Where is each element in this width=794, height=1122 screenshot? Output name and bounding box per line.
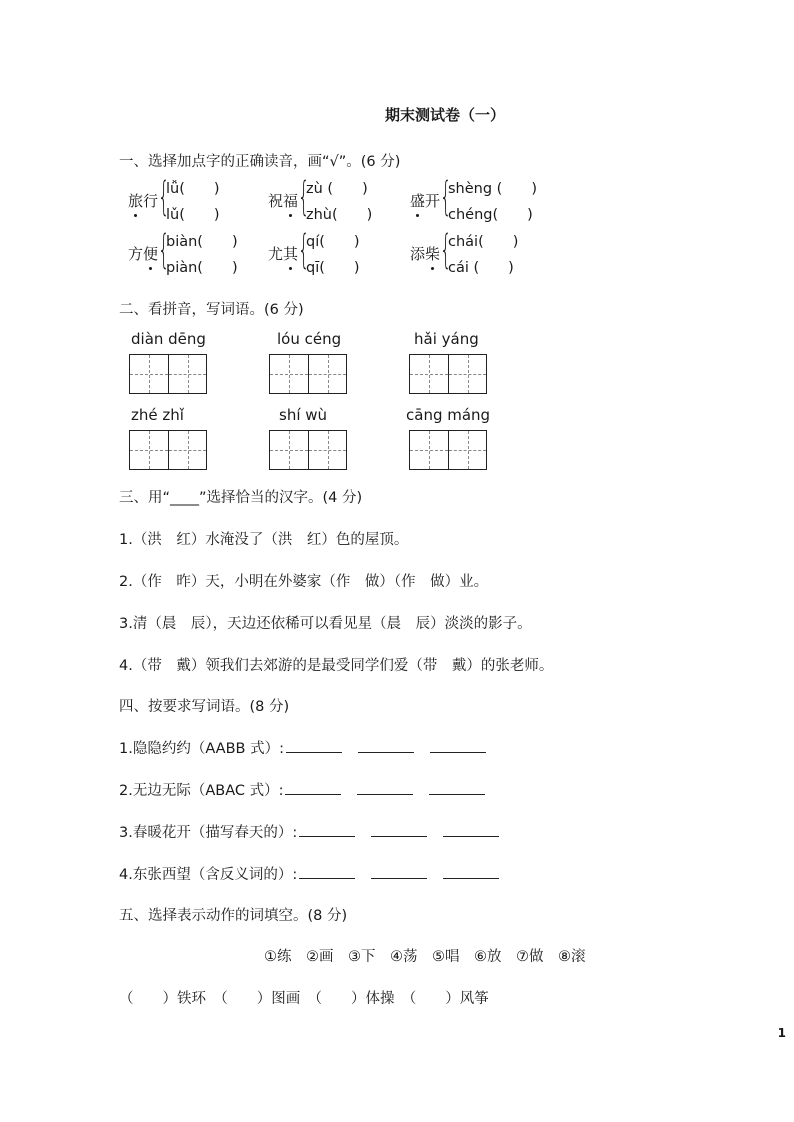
- question-text: 4.东张西望（含反义词的）:: [119, 867, 298, 883]
- pinyin-option: zù ( ): [306, 181, 368, 197]
- question-line: [119, 863, 499, 884]
- question-text: 3.春暖花开（描写春天的）:: [119, 825, 298, 841]
- pinyin-option: lǚ( ): [166, 181, 220, 197]
- dotted-char: 便: [143, 245, 159, 263]
- writing-grid[interactable]: [409, 354, 487, 394]
- pinyin-option: chái( ): [448, 234, 519, 250]
- answer-blank[interactable]: [443, 824, 499, 837]
- page-number: 1: [777, 1026, 786, 1040]
- writing-cell[interactable]: [130, 431, 168, 469]
- pinyin-option: shèng ( ): [448, 181, 537, 197]
- answer-blank[interactable]: [371, 866, 427, 879]
- brace: {: [298, 227, 310, 273]
- question-line: 2.（作 昨）天，小明在外婆家（作 做）（作 做）业。: [119, 574, 489, 590]
- section-2-heading: 二、看拼音，写词语。(6 分): [119, 302, 304, 318]
- answer-blank[interactable]: [285, 782, 341, 795]
- answer-blank[interactable]: [357, 782, 413, 795]
- writing-cell[interactable]: [130, 355, 168, 393]
- pinyin-option: qī( ): [306, 260, 360, 276]
- brace: {: [158, 227, 170, 273]
- plain-char: 开: [425, 192, 441, 210]
- answer-blank[interactable]: [430, 740, 486, 753]
- pinyin-prompt: hǎi yáng: [414, 330, 479, 348]
- dotted-char: 盛: [410, 192, 426, 210]
- question-text: 1.隐隐约约（AABB 式）:: [119, 741, 284, 757]
- question-line: [119, 821, 499, 842]
- writing-cell[interactable]: [168, 431, 206, 469]
- writing-cell[interactable]: [448, 355, 486, 393]
- writing-cell[interactable]: [308, 431, 346, 469]
- question-line: [119, 779, 485, 800]
- fill-in-line: （ ）铁环 （ ）图画 （ ）体操 （ ）风筝: [119, 991, 489, 1007]
- writing-grid[interactable]: [129, 430, 207, 470]
- brace: {: [298, 174, 310, 220]
- writing-cell[interactable]: [448, 431, 486, 469]
- answer-blank[interactable]: [371, 824, 427, 837]
- pinyin-option: biàn( ): [166, 234, 238, 250]
- dotted-char: 旅: [128, 192, 144, 210]
- dotted-char: 福: [283, 192, 299, 210]
- writing-grid[interactable]: [129, 354, 207, 394]
- answer-blank[interactable]: [443, 866, 499, 879]
- writing-grid[interactable]: [269, 354, 347, 394]
- pinyin-option: zhù( ): [306, 207, 373, 223]
- plain-char: 添: [410, 245, 426, 263]
- pinyin-option: lǔ( ): [166, 207, 220, 223]
- page-title: 期末测试卷（一）: [384, 106, 505, 124]
- question-line: 4.（带 戴）领我们去郊游的是最受同学们爱（带 戴）的张老师。: [119, 658, 554, 674]
- section-5-heading: 五、选择表示动作的词填空。(8 分): [119, 908, 348, 924]
- pinyin-prompt: zhé zhǐ: [131, 406, 184, 424]
- brace: {: [440, 174, 452, 220]
- question-text: 2.无边无际（ABAC 式）:: [119, 783, 284, 799]
- word-options: ①练 ②画 ③下 ④荡 ⑤唱 ⑥放 ⑦做 ⑧滚: [264, 949, 586, 965]
- brace: {: [158, 174, 170, 220]
- pinyin-prompt: diàn dēng: [131, 330, 206, 348]
- pinyin-option: piàn( ): [166, 260, 238, 276]
- plain-char: 方: [128, 245, 144, 263]
- pinyin-option: cái ( ): [448, 260, 514, 276]
- writing-cell[interactable]: [270, 431, 308, 469]
- writing-grid[interactable]: [269, 430, 347, 470]
- answer-blank[interactable]: [429, 782, 485, 795]
- question-line: 1.（洪 红）水淹没了（洪 红）色的屋顶。: [119, 532, 409, 548]
- writing-grid[interactable]: [409, 430, 487, 470]
- question-line: [119, 737, 486, 758]
- pinyin-prompt: lóu céng: [277, 330, 342, 348]
- answer-blank[interactable]: [358, 740, 414, 753]
- pinyin-prompt: shí wù: [279, 406, 328, 424]
- answer-blank[interactable]: [299, 866, 355, 879]
- writing-cell[interactable]: [308, 355, 346, 393]
- pinyin-prompt: cāng máng: [406, 406, 491, 424]
- writing-cell[interactable]: [168, 355, 206, 393]
- pinyin-option: qí( ): [306, 234, 360, 250]
- answer-blank[interactable]: [299, 824, 355, 837]
- dotted-char: 柴: [425, 245, 441, 263]
- plain-char: 尤: [268, 245, 284, 263]
- writing-cell[interactable]: [410, 355, 448, 393]
- pinyin-option: chéng( ): [448, 207, 533, 223]
- writing-cell[interactable]: [270, 355, 308, 393]
- writing-cell[interactable]: [410, 431, 448, 469]
- section-3-heading: 三、用“____”选择恰当的汉字。(4 分): [119, 490, 363, 506]
- brace: {: [440, 227, 452, 273]
- section-1-heading: 一、选择加点字的正确读音，画“√”。(6 分): [119, 154, 401, 170]
- answer-blank[interactable]: [286, 740, 342, 753]
- question-line: 3.清（晨 辰），天边还依稀可以看见星（晨 辰）淡淡的影子。: [119, 616, 532, 632]
- section-4-heading: 四、按要求写词语。(8 分): [119, 699, 290, 715]
- dotted-char: 其: [283, 245, 299, 263]
- plain-char: 祝: [268, 192, 284, 210]
- plain-char: 行: [143, 192, 159, 210]
